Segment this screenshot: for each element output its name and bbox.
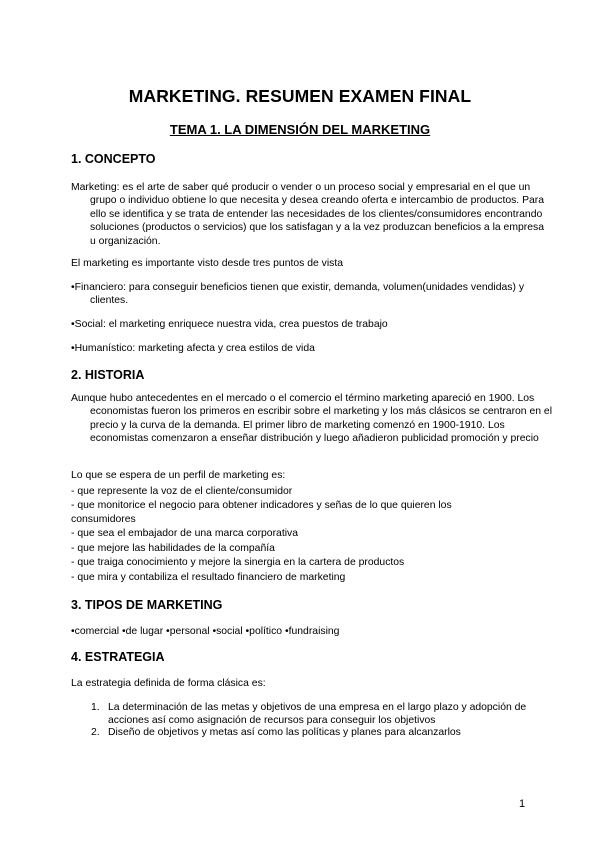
document-title: MARKETING. RESUMEN EXAMEN FINAL bbox=[128, 86, 472, 106]
concepto-point-humanistico: •Humanístico: marketing afecta y crea estilos de vida bbox=[71, 343, 315, 354]
section-heading-tipos: 3. TIPOS DE MARKETING bbox=[71, 598, 223, 612]
list-item-number: 2. bbox=[91, 727, 100, 738]
tipos-list: •comercial •de lugar •personal •social •político •fundraising bbox=[71, 626, 340, 637]
profile-item: - que represente la voz de el cliente/consumidor bbox=[71, 486, 293, 497]
profile-item: - que sea el embajador de una marca corporativa bbox=[71, 528, 298, 539]
section-heading-concepto: 1. CONCEPTO bbox=[71, 152, 156, 166]
list-item bbox=[91, 726, 531, 739]
list-item-text: La determinación de las metas y objetivos de una empresa en el largo plazo y adopción de acciones así como asignación de recursos para conseguir los objetivos bbox=[108, 702, 527, 727]
page-number: 1 bbox=[519, 798, 526, 810]
list-item-number: 1. bbox=[91, 702, 100, 713]
profile-intro: Lo que se espera de un perfil de marketing es: bbox=[71, 470, 286, 481]
section-heading-historia: 2. HISTORIA bbox=[71, 368, 145, 382]
profile-item: - que traiga conocimiento y mejore la sinergia en la cartera de productos bbox=[71, 557, 405, 568]
profile-item: consumidores bbox=[71, 514, 136, 525]
list-item bbox=[91, 701, 531, 728]
profile-item: - que monitorice el negocio para obtener indicadores y señas de lo que quieren los bbox=[71, 500, 452, 511]
section-heading-estrategia: 4. ESTRATEGIA bbox=[71, 650, 165, 664]
concepto-point-financiero: •Financiero: para conseguir beneficios tienen que existir, demanda, volumen(unidades vendidas) y clientes. bbox=[71, 282, 525, 307]
concepto-point-social: •Social: el marketing enriquece nuestra vida, crea puestos de trabajo bbox=[71, 319, 388, 330]
profile-item: - que mejore las habilidades de la compañía bbox=[71, 543, 275, 554]
estrategia-intro: La estrategia definida de forma clásica es: bbox=[71, 678, 266, 689]
document-subtitle: TEMA 1. LA DIMENSIÓN DEL MARKETING bbox=[169, 122, 431, 137]
concepto-intro: El marketing es importante visto desde tres puntos de vista bbox=[71, 258, 344, 269]
concepto-definition: Marketing: es el arte de saber qué producir o vender o un proceso social y empresarial en el que un grupo o individuo obtiene lo que necesita y desea creando oferta e intercambio de productos. Para ello se identifica y se trata de entender las necesidades de los clientes/consumidores encontrando soluciones (productos o servicios) que los satisfagan y a la vez produzcan beneficios a la empresa u organización. bbox=[71, 182, 545, 247]
profile-item: - que mira y contabiliza el resultado financiero de marketing bbox=[71, 572, 346, 583]
list-item-text: Diseño de objetivos y metas así como las políticas y planes para alcanzarlos bbox=[108, 727, 461, 738]
historia-text: Aunque hubo antecedentes en el mercado o el comercio el término marketing apareció en 1900. Los economistas fueron los primeros en escribir sobre el marketing y los más clásicos se centraron en el precio y la curva de la demanda. El primer libro de marketing comenzó en 1900-1910. Los economistas comenzaron a enseñar distribución y luego añadieron publicidad promoción y precio bbox=[71, 393, 553, 445]
